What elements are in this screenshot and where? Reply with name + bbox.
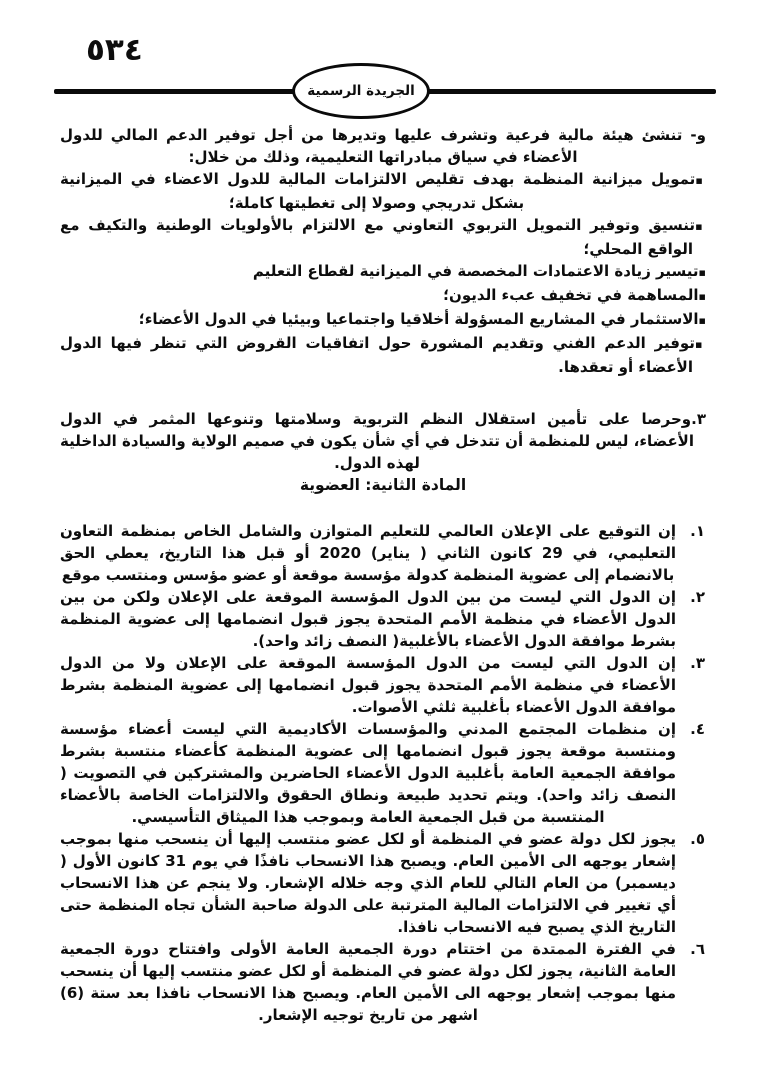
square-bullet-icon: ▪ <box>694 338 706 351</box>
item-text: إن الدول التي ليست من بين الدول المؤسسة الموقعة على الإعلان ولكن من بين الدول الأعضاء في منظمة الأمم المتحدة يجوز قبول انضمامها إلى عضوية المنظمة بشرط موافقة الدول الأعضاء بالأغلبية( النصف زائد واحد). <box>60 588 676 650</box>
clause-f-marker: و- <box>690 126 706 144</box>
gazette-badge-label: الجريدة الرسمية <box>307 83 415 99</box>
square-bullet-icon: ▪ <box>695 174 706 187</box>
bullet-text: المساهمة في تخفيف عبء الديون؛ <box>443 286 699 304</box>
item-number: ١. <box>690 522 705 540</box>
bullet-text: تيسير زيادة الاعتمادات المخصصة في الميزانية لقطاع التعليم <box>252 262 699 280</box>
document-body <box>60 124 706 1026</box>
square-bullet-icon: ▪ <box>698 266 706 279</box>
bullet-text: توفير الدعم الفني وتقديم المشورة حول اتفاقيات القروض التي تنظر فيها الدول الأعضاء أو تعقدها. <box>60 334 695 376</box>
item-text: يجوز لكل دولة عضو في المنظمة أو لكل عضو منتسب إليها أن ينسحب منها بموجب إشعار يوجهه الى الأمين العام. ويصبح هذا الانسحاب نافذًا في يوم 31 كانون الأول ( ديسمبر) من العام التالي للعام الذي وجه خلاله الإشعار. ولا ينجم عن هذا الانسحاب أي تغيير في الالتزامات المالية المترتبة على الدولة صاحبة الشأن تجاه المنظمة حتى التاريخ الذي يصبح فيه الانسحاب نافذا. <box>60 830 677 936</box>
bullet-item <box>60 260 706 284</box>
square-bullet-icon: ▪ <box>698 314 706 327</box>
numbered-item <box>60 828 706 938</box>
clause-3-text: وحرصا على تأمين استقلال النظم التربوية وسلامتها وتنوعها المثمر في الدول الأعضاء، ليس للمنظمة أن تتدخل في أي شأن يكون في صميم الولاية والسيادة الداخلية لهذه الدول. <box>60 410 694 472</box>
clause-f-text: تنشئ هيئة مالية فرعية وتشرف عليها وتديرها من أجل توفير الدعم المالي للدول الأعضاء في سياق مبادراتها التعليمية، وذلك من خلال: <box>60 126 683 166</box>
item-number: ٣. <box>690 654 705 672</box>
bullet-item <box>60 168 706 214</box>
numbered-item <box>60 520 706 586</box>
bullet-item <box>60 214 706 260</box>
item-number: ٤. <box>690 720 705 738</box>
item-text: في الفترة الممتدة من اختتام دورة الجمعية العامة الأولى وافتتاح دورة الجمعية العامة الثانية، يجوز لكل دولة عضو في المنظمة أو لكل عضو منتسب إليها أن ينسحب منها بموجب إشعار يوجهه الى الأمين العام. ويصبح هذا الانسحاب نافذا بعد ستة (6) اشهر من تاريخ توجيه الإشعار. <box>60 940 676 1024</box>
square-bullet-icon: ▪ <box>695 220 706 233</box>
bullet-item <box>60 332 706 378</box>
page-number: ٥٣٤ <box>86 32 143 68</box>
bullet-text: تنسيق وتوفير التمويل التربوي التعاوني مع الالتزام بالأولويات الوطنية والتكيف مع الواقع المحلي؛ <box>60 216 696 258</box>
numbered-item <box>60 718 706 828</box>
item-number: ٦. <box>690 940 705 958</box>
numbered-item <box>60 652 706 718</box>
bullet-item <box>60 284 706 308</box>
item-number: ٥. <box>690 830 705 848</box>
clause-3-paragraph <box>60 408 706 474</box>
bullet-text: الاستثمار في المشاريع المسؤولة أخلاقيا واجتماعيا وبيئيا في الدول الأعضاء؛ <box>138 310 699 328</box>
clause-f-paragraph <box>60 124 706 168</box>
item-number: ٢. <box>690 588 705 606</box>
article-2-items <box>60 520 706 1026</box>
item-text: إن منظمات المجتمع المدني والمؤسسات الأكاديمية التي ليست أعضاء مؤسسة ومنتسبة موقعة يجوز قبول انضمامها إلى عضوية المنظمة كأعضاء منتسبة بشرط موافقة الجمعية العامة بأغلبية الدول الأعضاء الحاضرين والمشتركين في التصويت ( النصف زائد واحد). ويتم تحديد طبيعة ونطاق الحقوق والالتزامات الخاصة بالأعضاء المنتسبة من قبل الجمعية العامة وبموجب هذا الميثاق التأسيسي. <box>60 720 676 826</box>
item-text: إن التوقيع على الإعلان العالمي للتعليم المتوازن والشامل الخاص بمنظمة التعاون التعليمي، في 29 كانون الثاني ( يناير) 2020 أو قبل هذا التاريخ، يعطي الحق بالانضمام إلى عضوية المنظمة كدولة مؤسسة موقعة أو عضو مؤسس ومنتسب موقع <box>60 522 676 584</box>
numbered-item <box>60 938 706 1026</box>
numbered-item <box>60 586 706 652</box>
item-text: إن الدول التي ليست من الدول المؤسسة الموقعة على الإعلان ولا من الدول الأعضاء في منظمة الأمم المتحدة يجوز قبول انضمامها إلى عضوية المنظمة بشرط موافقة الدول الأعضاء بأغلبية ثلثي الأصوات. <box>60 654 676 716</box>
bullet-item <box>60 308 706 332</box>
bullet-text: تمويل ميزانية المنظمة بهدف تقليص الالتزامات المالية للدول الاعضاء في الميزانية بشكل تدريجي وصولا إلى تغطيتها كاملة؛ <box>60 170 696 212</box>
clause-f-bullet-list <box>60 168 706 378</box>
gazette-badge <box>292 63 430 119</box>
clause-3-marker: ٣. <box>691 410 706 428</box>
square-bullet-icon: ▪ <box>698 290 706 303</box>
article-2-heading: المادة الثانية: العضوية <box>299 476 467 494</box>
